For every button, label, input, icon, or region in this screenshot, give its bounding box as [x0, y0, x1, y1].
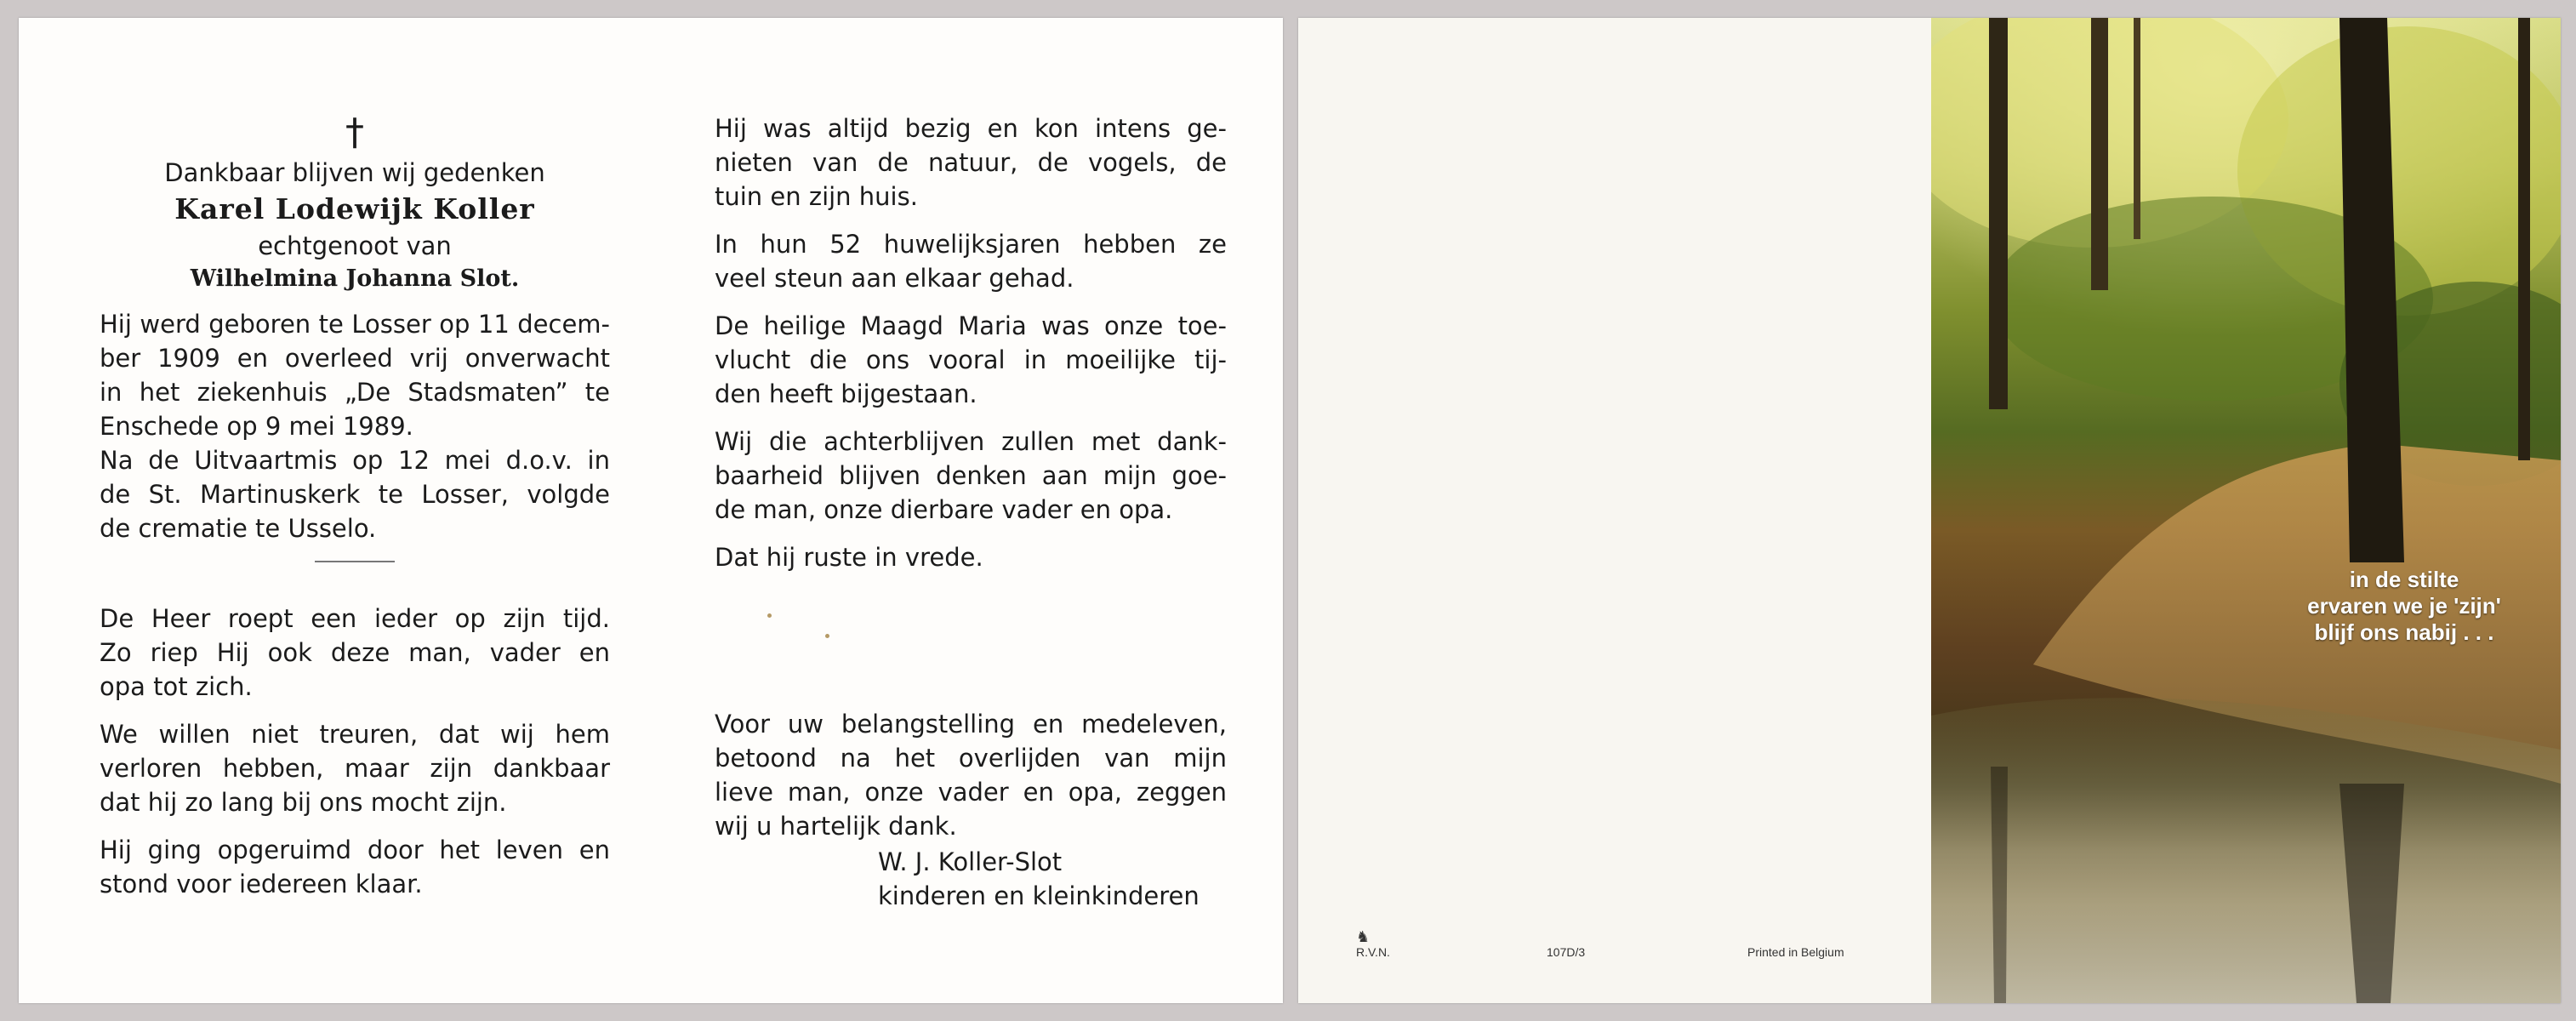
- poem-stanza: [100, 602, 610, 704]
- divider: [315, 561, 395, 562]
- imprint-publisher: R.V.N.: [1356, 945, 1390, 959]
- poem-line: verloren hebben, maar zijn dankbaar: [100, 754, 610, 783]
- biography: [100, 307, 610, 545]
- thanks-paragraph: [715, 707, 1227, 913]
- thanks-line: Voor uw belangstelling en medeleven,: [715, 710, 1227, 739]
- reflection-water: [1931, 698, 2561, 1003]
- memorial-line: baarheid blijven denken aan mijn goe-: [715, 461, 1227, 490]
- poem-stanza: [100, 833, 610, 901]
- bio-line: in het ziekenhuis „De Stadsmaten” te: [100, 378, 610, 407]
- forest-photo: [1931, 18, 2561, 1003]
- memorial-line: Hij was altijd bezig en kon intens ge-: [715, 114, 1227, 143]
- caption-line: in de stilte: [2349, 567, 2459, 592]
- service-line: Na de Uitvaartmis op 12 mei d.o.v. in: [100, 446, 610, 475]
- poem-line: dat hij zo lang bij ons mocht zijn.: [100, 788, 507, 817]
- poem-line: Zo riep Hij ook deze man, vader en: [100, 638, 610, 667]
- memorial-line: vlucht die ons vooral in moeilijke tij-: [715, 345, 1227, 374]
- paper-speck: [825, 634, 829, 638]
- forest-illustration: [1931, 18, 2561, 1003]
- publisher-logo-icon: ♞: [1356, 928, 1371, 945]
- tree-trunk: [2518, 18, 2530, 460]
- intro-text: Dankbaar blijven wij gedenken: [164, 158, 545, 187]
- spouse-name: Wilhelmina Johanna Slot.: [190, 265, 520, 292]
- thanks-line: wij u hartelijk dank.: [715, 812, 957, 841]
- service-line: de St. Martinuskerk te Losser, volgde: [100, 480, 610, 509]
- caption-line: ervaren we je 'zijn': [2307, 593, 2501, 619]
- photo-caption: [2254, 567, 2554, 646]
- tree-trunk: [1989, 18, 2008, 409]
- memorial-paragraph: [715, 425, 1227, 527]
- memorial-line: tuin en zijn huis.: [715, 182, 918, 211]
- thanks-line: lieve man, onze vader en opa, zeggen: [715, 778, 1227, 807]
- cross-icon: †: [345, 111, 364, 154]
- memorial-paragraph: [715, 309, 1227, 411]
- poem-line: stond voor iedereen klaar.: [100, 870, 423, 898]
- signature: W. J. Koller-Slot: [878, 847, 1063, 876]
- memorial-line: Dat hij ruste in vrede.: [715, 543, 983, 572]
- tree-trunk: [2134, 18, 2140, 239]
- bio-line: Enschede op 9 mei 1989.: [100, 412, 413, 441]
- memorial-paragraph: [715, 540, 1227, 574]
- card-outside-spread: [1298, 18, 2561, 1003]
- poem-line: opa tot zich.: [100, 672, 253, 701]
- memorial-line: In hun 52 huwelijksjaren hebben ze: [715, 230, 1227, 259]
- memorial-line: Wij die achterblijven zullen met dank-: [715, 427, 1227, 456]
- memorial-line: de man, onze dierbare vader en opa.: [715, 495, 1173, 524]
- bio-line: Hij werd geboren te Losser op 11 decem-: [100, 310, 610, 339]
- thanks-line: betoond na het overlijden van mijn: [715, 744, 1227, 773]
- caption-line: blijf ons nabij . . .: [2314, 619, 2494, 645]
- right-column: [715, 111, 1227, 927]
- bio-line: ber 1909 en overleed vrij onverwacht: [100, 344, 610, 373]
- signature-family: kinderen en kleinkinderen: [878, 881, 1200, 910]
- card-inside-spread: [19, 18, 1283, 1003]
- memorial-paragraph: [715, 227, 1227, 295]
- memorial-paragraph: [715, 111, 1227, 214]
- poem-stanza: [100, 717, 610, 819]
- poem-line: We willen niet treuren, dat wij hem: [100, 720, 610, 749]
- memorial-line: nieten van de natuur, de vogels, de: [715, 148, 1227, 177]
- memorial-line: De heilige Maagd Maria was onze toe-: [715, 311, 1227, 340]
- imprint-code: 107D/3: [1547, 945, 1586, 959]
- paper-speck: [767, 613, 772, 618]
- service-line: de crematie te Usselo.: [100, 514, 377, 543]
- memorial-line: veel steun aan elkaar gehad.: [715, 264, 1074, 293]
- memorial-line: den heeft bijgestaan.: [715, 379, 977, 408]
- deceased-name: Karel Lodewijk Koller: [174, 192, 535, 225]
- tree-trunk: [2091, 18, 2108, 290]
- poem-line: Hij ging opgeruimd door het leven en: [100, 836, 610, 864]
- spouse-label: echtgenoot van: [258, 231, 452, 260]
- poem-line: De Heer roept een ieder op zijn tijd.: [100, 604, 610, 633]
- left-column: [100, 111, 610, 915]
- blank-space: [715, 588, 1227, 707]
- imprint-printed: Printed in Belgium: [1747, 945, 1844, 959]
